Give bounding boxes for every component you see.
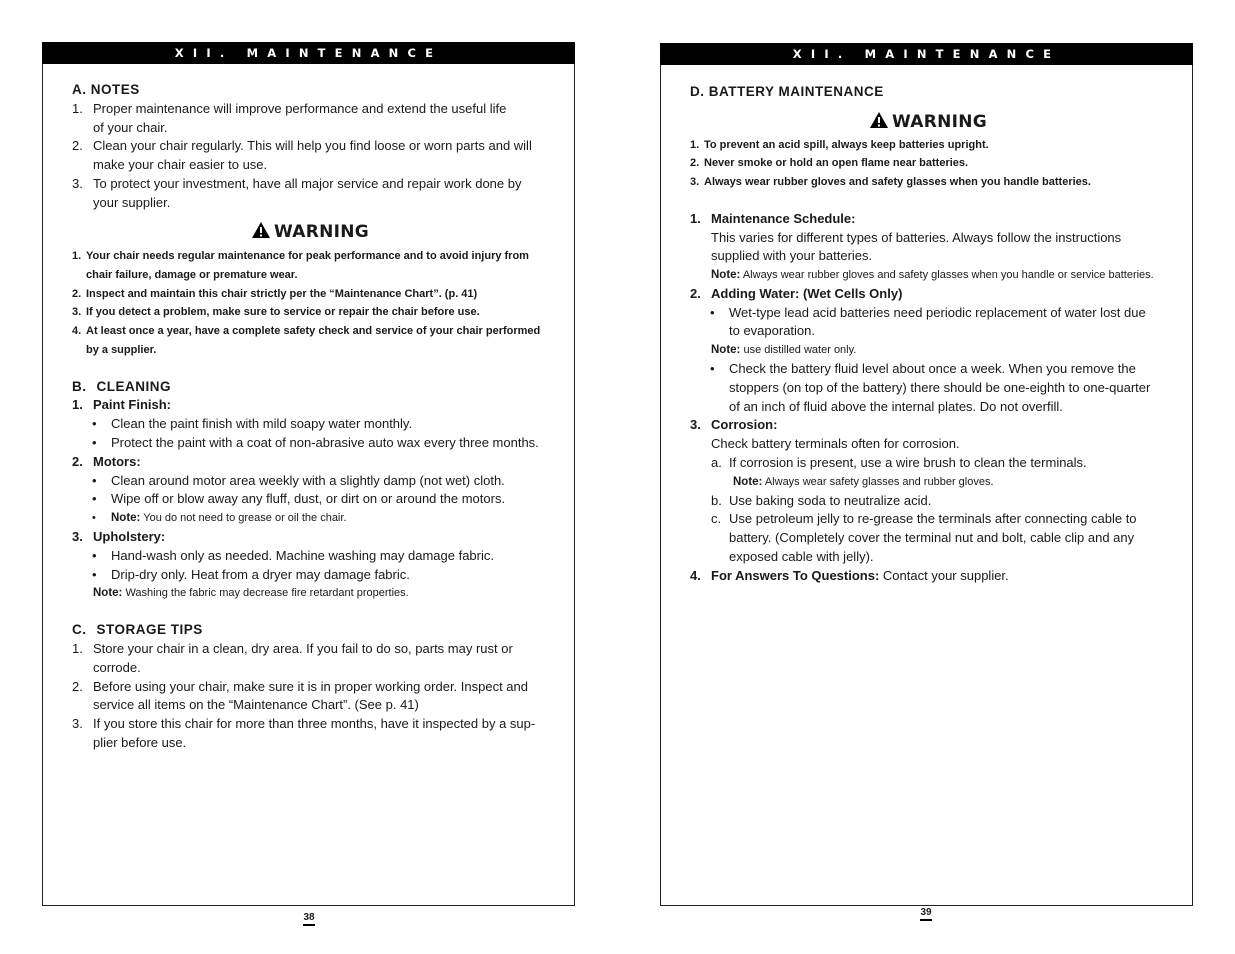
warning-icon xyxy=(251,221,271,239)
paint-bullet-2: • Protect the paint with a coat of non-abrasive auto wax every three months. xyxy=(92,434,539,450)
storage-heading: C. STORAGE TIPS xyxy=(72,622,203,638)
upholstery-item: 3. Upholstery: xyxy=(72,528,166,544)
left-warning-title: WARNING xyxy=(72,221,548,242)
corrosion-item: 3. Corrosion: Check battery terminals often for corrosion. xyxy=(690,417,960,452)
right-warning-title: WARNING xyxy=(690,111,1166,132)
left-content xyxy=(72,81,548,753)
left-page xyxy=(42,42,575,906)
right-content xyxy=(690,83,1166,586)
left-page-number: 38 xyxy=(294,912,324,926)
warning-item-2: 2. Inspect and maintain this chair strictly per the “Maintenance Chart”. (p. 41) xyxy=(72,287,478,300)
paint-bullet-1: • Clean the paint finish with mild soapy water monthly. xyxy=(92,416,413,432)
storage-item-1: 1. Store your chair in a clean, dry area. If you fail to do so, parts may rust or corrode. xyxy=(72,640,513,675)
corrosion-step-c: c. Use petroleum jelly to re-grease the terminals after connecting cable to battery. (Completely cover the terminal nut and bolt, cable clip and any exposed cable with jelly). xyxy=(711,511,1137,565)
upholstery-note: Note: Washing the fabric may decrease fire retardant properties. xyxy=(93,587,409,600)
left-warning-list xyxy=(72,247,548,359)
corrosion-step-b: b. Use baking soda to neutralize acid. xyxy=(711,492,932,508)
upholstery-bullet-2: • Drip-dry only. Heat from a dryer may damage fabric. xyxy=(92,566,410,582)
answers-item: 4. For Answers To Questions: Contact your supplier. xyxy=(690,567,1009,583)
battery-warning-2: 2. Never smoke or hold an open flame near batteries. xyxy=(690,157,969,170)
motors-item: 2. Motors: xyxy=(72,453,141,469)
motors-bullet-1: • Clean around motor area weekly with a slightly damp (not wet) cloth. xyxy=(92,472,505,488)
right-page-number: 39 xyxy=(911,907,941,921)
right-header-bar: XII. MAINTENANCE xyxy=(660,43,1193,65)
motors-note: • Note: You do not need to grease or oil the chair. xyxy=(92,512,347,525)
warning-item-4: 4. At least once a year, have a complete safety check and service of your chair performed by a supplier. xyxy=(72,325,541,356)
paint-finish-item: 1. Paint Finish: xyxy=(72,397,171,413)
notes-heading: A. NOTES xyxy=(72,82,140,97)
battery-warning-1: 1. To prevent an acid spill, always keep batteries upright. xyxy=(690,138,989,151)
battery-heading: D. BATTERY MAINTENANCE xyxy=(690,84,884,99)
corrosion-step-a: a. If corrosion is present, use a wire brush to clean the terminals. xyxy=(711,455,1087,471)
water-note: Note: use distilled water only. xyxy=(711,344,857,357)
warning-item-3: 3. If you detect a problem, make sure to service or repair the chair before use. xyxy=(72,306,480,319)
warning-icon xyxy=(869,111,889,129)
notes-item-1: 1. Proper maintenance will improve performance and extend the useful life of your chair. xyxy=(72,100,507,135)
water-bullet-2: • Check the battery fluid level about once a week. When you remove the stoppers (on top of the battery) there should be one-eighth to one-quarter of an inch of fluid above the internal plates. Do not overfill. xyxy=(710,361,1151,414)
adding-water-item: 2. Adding Water: (Wet Cells Only) xyxy=(690,285,903,301)
storage-item-2: 2. Before using your chair, make sure it is in proper working order. Inspect and service all items on the “Maintenance Chart”. (See p. 41) xyxy=(72,678,528,713)
warning-item-1: 1. Your chair needs regular maintenance for peak performance and to avoid injury from chair failure, damage or premature wear. xyxy=(72,250,529,282)
water-bullet-1: • Wet-type lead acid batteries need periodic replacement of water lost due to evaporation. xyxy=(710,304,1146,339)
notes-item-3: 3. To protect your investment, have all major service and repair work done by your supplier. xyxy=(72,175,522,210)
right-page xyxy=(660,43,1193,906)
battery-warning-3: 3. Always wear rubber gloves and safety glasses when you handle batteries. xyxy=(690,176,1091,188)
right-warning-list xyxy=(690,136,1166,192)
notes-item-2: 2. Clean your chair regularly. This will help you find loose or worn parts and will make your chair easier to use. xyxy=(72,138,532,173)
upholstery-bullet-1: • Hand-wash only as needed. Machine washing may damage fabric. xyxy=(92,547,494,563)
cleaning-heading: B. CLEANING xyxy=(72,378,171,394)
maintenance-schedule-item: 1. Maintenance Schedule: This varies for different types of batteries. Always follow the instructions supplied with your batteries. Note: Always wear rubber gloves and safety glasses when you handle or service batteries. xyxy=(690,210,1154,282)
motors-bullet-2: • Wipe off or blow away any fluff, dust, or dirt on or around the motors. xyxy=(92,491,506,507)
left-header-bar: XII. MAINTENANCE xyxy=(42,42,575,64)
storage-item-3: 3. If you store this chair for more than three months, have it inspected by a sup- plier before use. xyxy=(72,716,536,750)
corrosion-note: Note: Always wear safety glasses and rubber gloves. xyxy=(733,475,994,488)
